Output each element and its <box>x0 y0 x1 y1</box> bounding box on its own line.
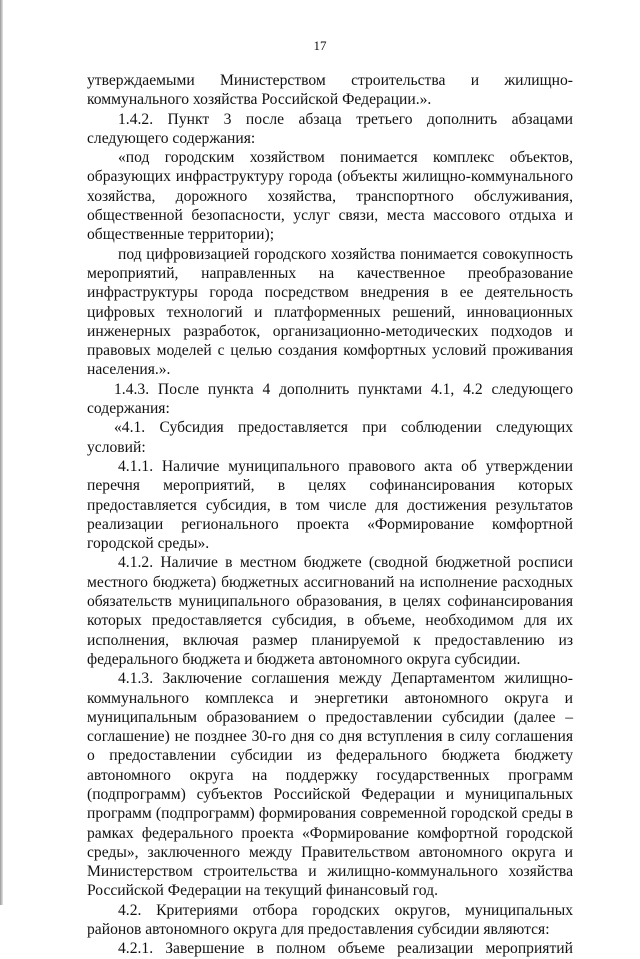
paragraph-1-4-2: 1.4.2. Пункт 3 после абзаца третьего дополнить абзацами следующего содержания: <box>87 110 573 147</box>
paragraph-definition-urban-economy: «под городским хозяйством понимается комплекс объектов, образующих инфраструктуру города (объекты жилищно-коммунального хозяйства, дорожного хозяйства, транспортного обслуживания, общественной безопасности, услуг связи, места массового отдыха и общественные территории); <box>87 149 573 244</box>
paragraph-4-2-1: 4.2.1. Завершение в полном объеме реализации мероприятий <box>118 940 573 958</box>
paragraph-4-1: «4.1. Субсидия предоставляется при соблюдении следующих условий: <box>87 419 573 456</box>
page-number: 17 <box>313 38 327 53</box>
document-body <box>87 71 573 959</box>
paragraph-4-1-3: 4.1.3. Заключение соглашения между Департаментом жилищно-коммунального комплекса и энергетики автономного округа и муниципальным образованием о предоставлении субсидии (далее – соглашение) не позднее 30-го дня со дня вступления в силу соглашения о предоставлении субсидии из федерального бюджета бюджету автономного округа на поддержку государственных программ (подпрограмм) субъектов Российской Федерации и муниципальных программ (подпрограмм) формирования современной городской среды в рамках федерального проекта «Формирование комфортной городской среды», заключенного между Правительством автономного округа и Министерством строительства и жилищно-коммунального хозяйства Российской Федерации на текущий финансовый год. <box>87 670 573 900</box>
paragraph-4-1-1: 4.1.1. Наличие муниципального правового акта об утверждении перечня мероприятий, в целях софинансирования которых предоставляется субсидия, в том числе для достижения результатов реализации регионального проекта «Формирование комфортной городской среды». <box>87 457 573 553</box>
scan-edge <box>0 0 3 905</box>
paragraph-definition-digitalization: под цифровизацией городского хозяйства понимается совокупность мероприятий, направленных на качественное преобразование инфраструктуры города посредством внедрения в ее деятельность цифровых технологий и платформенных решений, инновационных инженерных разработок, организационно-методических подходов и правовых моделей с целью создания комфортных условий проживания населения.». <box>87 245 573 379</box>
paragraph-4-2: 4.2. Критериями отбора городских округов, муниципальных районов автономного округа для предоставления субсидии являются: <box>87 901 573 939</box>
paragraph-continuation: утверждаемыми Министерством строительства и жилищно-коммунального хозяйства Российской Федерации.». <box>87 72 573 109</box>
paragraph-1-4-3: 1.4.3. После пункта 4 дополнить пунктами 4.1, 4.2 следующего содержания: <box>87 380 573 418</box>
paragraph-4-1-2: 4.1.2. Наличие в местном бюджете (сводной бюджетной росписи местного бюджета) бюджетных ассигнований на исполнение расходных обязательств муниципального образования, в целях софинансирования которых предоставляется субсидия, в объеме, необходимом для их исполнения, включая размер планируемой к предоставлению из федерального бюджета и бюджета автономного округа субсидии. <box>87 554 573 668</box>
